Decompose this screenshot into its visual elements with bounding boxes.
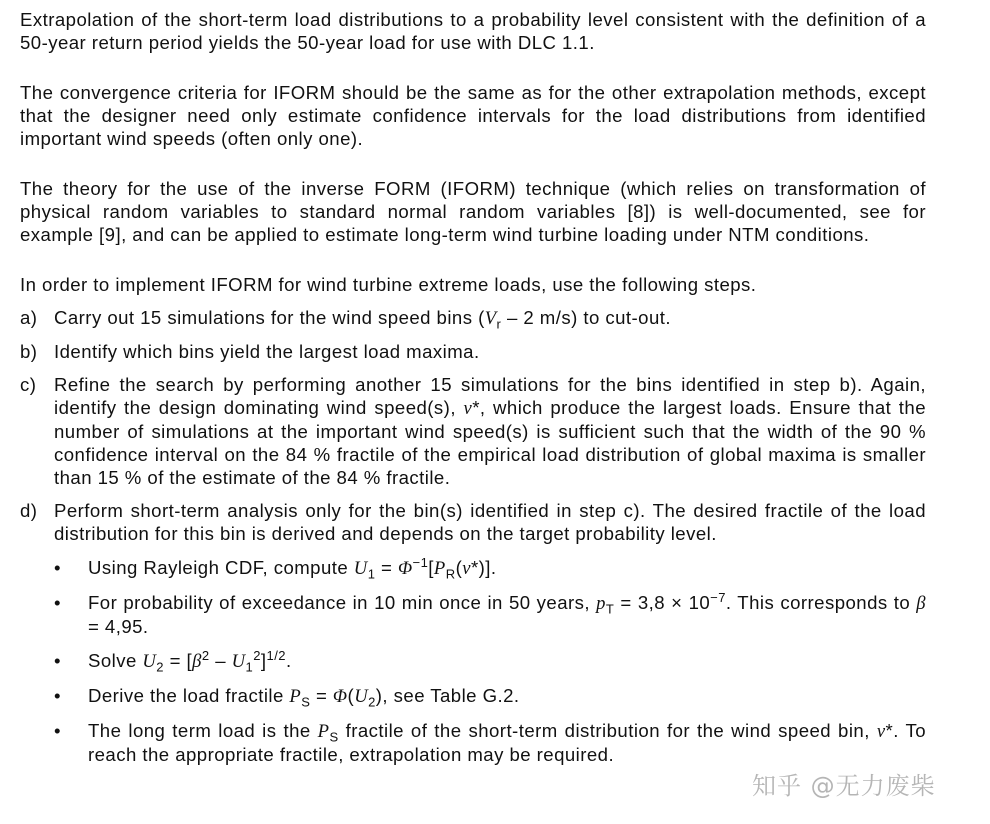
symbol-v: v xyxy=(463,398,473,419)
bullet-text: ), see Table G.2. xyxy=(375,685,520,706)
symbol-p: P xyxy=(433,558,446,579)
watermark-text: 知乎 @无力废柴 xyxy=(752,772,936,800)
superscript: 2 xyxy=(201,647,210,663)
bullet-exceedance xyxy=(20,591,926,638)
step-b-text: Identify which bins yield the largest load maxima. xyxy=(54,341,480,362)
symbol-phi: Φ xyxy=(397,558,413,579)
symbol-p: p xyxy=(596,593,606,614)
step-c xyxy=(20,373,926,489)
step-marker: b) xyxy=(20,341,38,362)
step-marker: a) xyxy=(20,307,38,328)
bullet-dot: • xyxy=(54,557,61,578)
step-d-bullets xyxy=(20,556,926,766)
subscript: 2 xyxy=(156,659,164,675)
value-text: = 4,95. xyxy=(88,616,149,637)
subscript: 2 xyxy=(368,694,376,710)
paragraph-convergence: The convergence criteria for IFORM should be the same as for the other extrapolation methods, except that the designer need only estimate confidence intervals for the load distributions from identified important wind speeds (often only one). xyxy=(20,82,926,149)
bullet-dot: • xyxy=(54,592,61,613)
bullet-text: Using Rayleigh CDF, compute xyxy=(88,557,354,578)
bullet-rayleigh xyxy=(20,556,926,580)
bullet-dot: • xyxy=(54,720,61,741)
bullet-text: For probability of exceedance in 10 min once in 50 years, xyxy=(88,592,597,613)
symbol-v: V xyxy=(484,308,497,329)
subscript: R xyxy=(445,566,456,582)
period: . xyxy=(285,650,292,671)
bullet-text: Derive the load fractile xyxy=(88,685,290,706)
bullet-load-fractile xyxy=(20,684,926,708)
step-c-text-pre: Refine the search by performing another 15 simulations for the bins identified in step b). Again, identify the design dominating wind speed(s), xyxy=(54,374,926,418)
subscript: 1 xyxy=(367,566,376,582)
bullet-text: . To reach the appropriate fractile, extrapolation may be required. xyxy=(88,720,926,765)
symbol-v: v xyxy=(462,558,471,579)
bullet-dot: • xyxy=(54,685,61,706)
bullet-text: fractile of the short-term distribution for the wind speed bin, xyxy=(338,720,877,741)
paragraph-iform-theory: The theory for the use of the inverse FORM (IFORM) technique (which relies on transformation of physical random variables to standard normal random variables [8]) is well-documented, see for example [9], and can be applied to estimate long-term wind turbine loading under NTM conditions. xyxy=(20,178,926,245)
superscript: −7 xyxy=(710,589,726,605)
bullet-long-term-load xyxy=(20,719,926,766)
symbol-beta: β xyxy=(916,593,926,614)
bracket-close: ] xyxy=(260,650,267,671)
subscript: T xyxy=(605,601,615,617)
subscript: 1 xyxy=(245,659,254,675)
bullet-solve xyxy=(20,649,926,673)
superscript: 1/2 xyxy=(266,647,286,663)
step-c-text-post: , which produce the largest loads. Ensure that the number of simulations at the important wind speed(s) is sufficient such that the width of the 90 % confidence interval on the 84 % fractile of the empirical load distribution of global maxima is smaller than 15 % of the estimate of the 84 % fractile. xyxy=(54,397,926,488)
step-a xyxy=(20,306,926,330)
symbol-p: P xyxy=(317,721,330,742)
bullet-dot: • xyxy=(54,650,61,671)
step-marker: c) xyxy=(20,374,37,395)
symbol-beta: β xyxy=(192,651,202,672)
bullet-text: . This corresponds to xyxy=(725,592,917,613)
value-text: = 3,8 × 10 xyxy=(614,592,711,613)
bullet-text: The long term load is the xyxy=(88,720,318,741)
superscript: −1 xyxy=(412,554,429,570)
equals-sign: = [ xyxy=(163,650,193,671)
bracket-close: )]. xyxy=(478,557,497,578)
symbol-phi: Φ xyxy=(332,686,348,707)
document-page xyxy=(20,8,926,766)
step-marker: d) xyxy=(20,500,38,521)
symbol-u: U xyxy=(354,686,369,707)
equals-sign: = xyxy=(310,685,333,706)
subscript: S xyxy=(329,729,339,745)
paren-open: ( xyxy=(347,685,355,706)
symbol-u: U xyxy=(231,651,246,672)
symbol-p: P xyxy=(289,686,302,707)
subscript: S xyxy=(301,694,311,710)
symbol-u: U xyxy=(142,651,157,672)
symbol-v: v xyxy=(876,721,886,742)
superscript: 2 xyxy=(253,647,261,663)
symbol-star: * xyxy=(470,557,479,578)
paragraph-implementation-intro: In order to implement IFORM for wind turbine extreme loads, use the following steps. xyxy=(20,274,757,295)
bracket-open: [ xyxy=(428,557,434,578)
step-d-text: Perform short-term analysis only for the bin(s) identified in step c). The desired fractile of the load distribution for this bin is derived and depends on the target probability level. xyxy=(54,500,926,544)
symbol-star: * xyxy=(885,720,894,741)
step-d xyxy=(20,499,926,766)
symbol-star: * xyxy=(472,397,480,418)
step-a-text-post: – 2 m/s) to cut-out. xyxy=(501,307,671,328)
minus-sign: – xyxy=(209,650,232,671)
equals-sign: = xyxy=(375,557,398,578)
subscript: r xyxy=(496,316,502,332)
symbol-u: U xyxy=(353,558,368,579)
paren-open: ( xyxy=(455,557,463,578)
steps-list xyxy=(20,306,926,766)
step-b xyxy=(20,340,926,363)
bullet-text: Solve xyxy=(88,650,143,671)
paragraph-extrapolation: Extrapolation of the short-term load distributions to a probability level consistent with the definition of a 50-year return period yields the 50-year load for use with DLC 1.1. xyxy=(20,9,926,53)
step-a-text-pre: Carry out 15 simulations for the wind speed bins ( xyxy=(54,307,485,328)
